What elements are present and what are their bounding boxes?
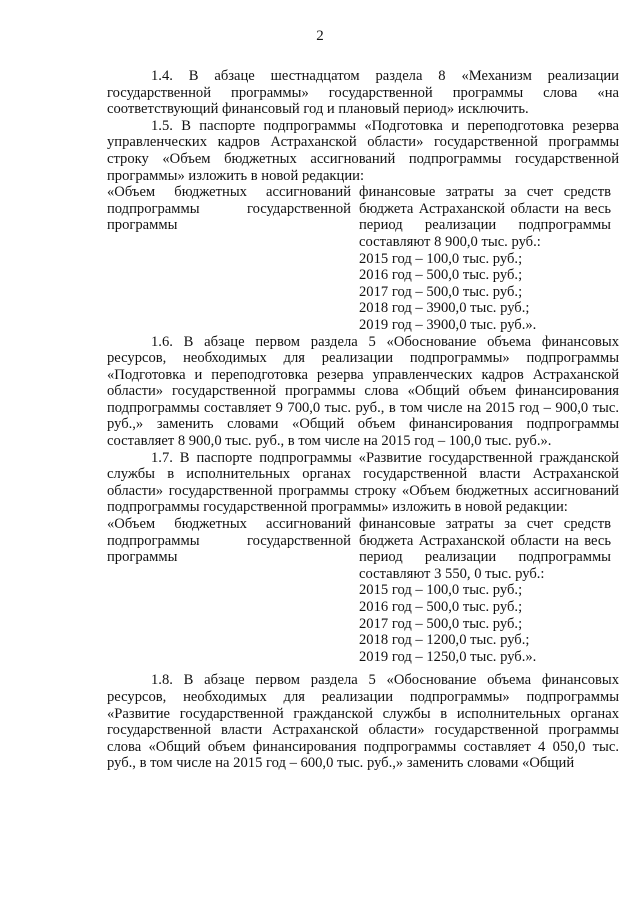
- passport-2-year: 2015 год – 100,0 тыс. руб.;: [359, 582, 523, 599]
- passport-1-year: 2018 год – 3900,0 тыс. руб.;: [359, 300, 530, 317]
- paragraph-1-7: 1.7. В паспорте подпрограммы «Развитие государственной гражданской службы в исполнительных органах государственной власти Астраханской области» государственной программы строку «Объем бюджетных ассигнований подпрограммы государственной программы» изложить в новой редакции:: [107, 449, 619, 516]
- passport-2-year: 2019 год – 1250,0 тыс. руб.».: [359, 648, 537, 665]
- paragraph-1-5: 1.5. В паспорте подпрограммы «Подготовка и переподготовка резерва управленческих кадров Астраханской области» государственной программы строку «Объем бюджетных ассигнований подпрограммы государственной программы» изложить в новой редакции:: [107, 117, 619, 184]
- passport-1-right-cell: [359, 184, 611, 333]
- passport-2-year: 2018 год – 1200,0 тыс. руб.;: [359, 632, 530, 649]
- passport-1-funding-text: финансовые затраты за счет средств бюджета Астраханской области на весь период реализации подпрограммы составляют 8 900,0 тыс. руб.:: [359, 184, 611, 250]
- passport-2-right-cell: [359, 516, 611, 665]
- passport-2-funding-text: финансовые затраты за счет средств бюджета Астраханской области на весь период реализации подпрограммы составляют 3 550, 0 тыс. руб.:: [359, 516, 611, 582]
- passport-1-year: 2017 год – 500,0 тыс. руб.;: [359, 283, 523, 300]
- passport-table-2: [107, 516, 619, 665]
- passport-1-year: 2016 год – 500,0 тыс. руб.;: [359, 267, 523, 284]
- page-number: 2: [316, 28, 324, 44]
- passport-2-left-cell: «Объем бюджетных ассигнований подпрограммы государственной программы: [107, 516, 351, 566]
- passport-1-year: 2015 год – 100,0 тыс. руб.;: [359, 250, 523, 267]
- paragraph-1-8: 1.8. В абзаце первом раздела 5 «Обоснование объема финансовых ресурсов, необходимых для реализации подпрограммы» подпрограммы «Развитие государственной гражданской службы в исполнительных органах государственной власти Астраханской области» государственной программы слова «Общий объем финансирования подпрограммы составляет 4 050,0 тыс. руб., в том числе на 2015 год – 600,0 тыс. руб.,» заменить словами «Общий: [107, 672, 619, 772]
- passport-2-year: 2016 год – 500,0 тыс. руб.;: [359, 599, 523, 615]
- document-body: [107, 68, 619, 772]
- paragraph-1-4: 1.4. В абзаце шестнадцатом раздела 8 «Механизм реализации государственной программы» государственной программы слова «на соответствующий финансовый год и плановый период» исключить.: [107, 68, 619, 118]
- passport-1-left-cell: «Объем бюджетных ассигнований подпрограммы государственной программы: [107, 184, 351, 234]
- paragraph-1-6: 1.6. В абзаце первом раздела 5 «Обоснование объема финансовых ресурсов, необходимых для реализации подпрограммы» подпрограммы «Подготовка и переподготовка резерва управленческих кадров Астраханской области» государственной программы слова «Общий объем финансирования подпрограммы составляет 9 700,0 тыс. руб., в том числе на 2015 год – 900,0 тыс. руб.,» заменить словами «Общий объем финансирования подпрограммы составляет 8 900,0 тыс. руб., в том числе на 2015 год – 100,0 тыс. руб.».: [107, 333, 619, 450]
- passport-1-year: 2019 год – 3900,0 тыс. руб.».: [359, 316, 537, 333]
- passport-2-year: 2017 год – 500,0 тыс. руб.;: [359, 615, 523, 632]
- passport-table-1: [107, 184, 619, 333]
